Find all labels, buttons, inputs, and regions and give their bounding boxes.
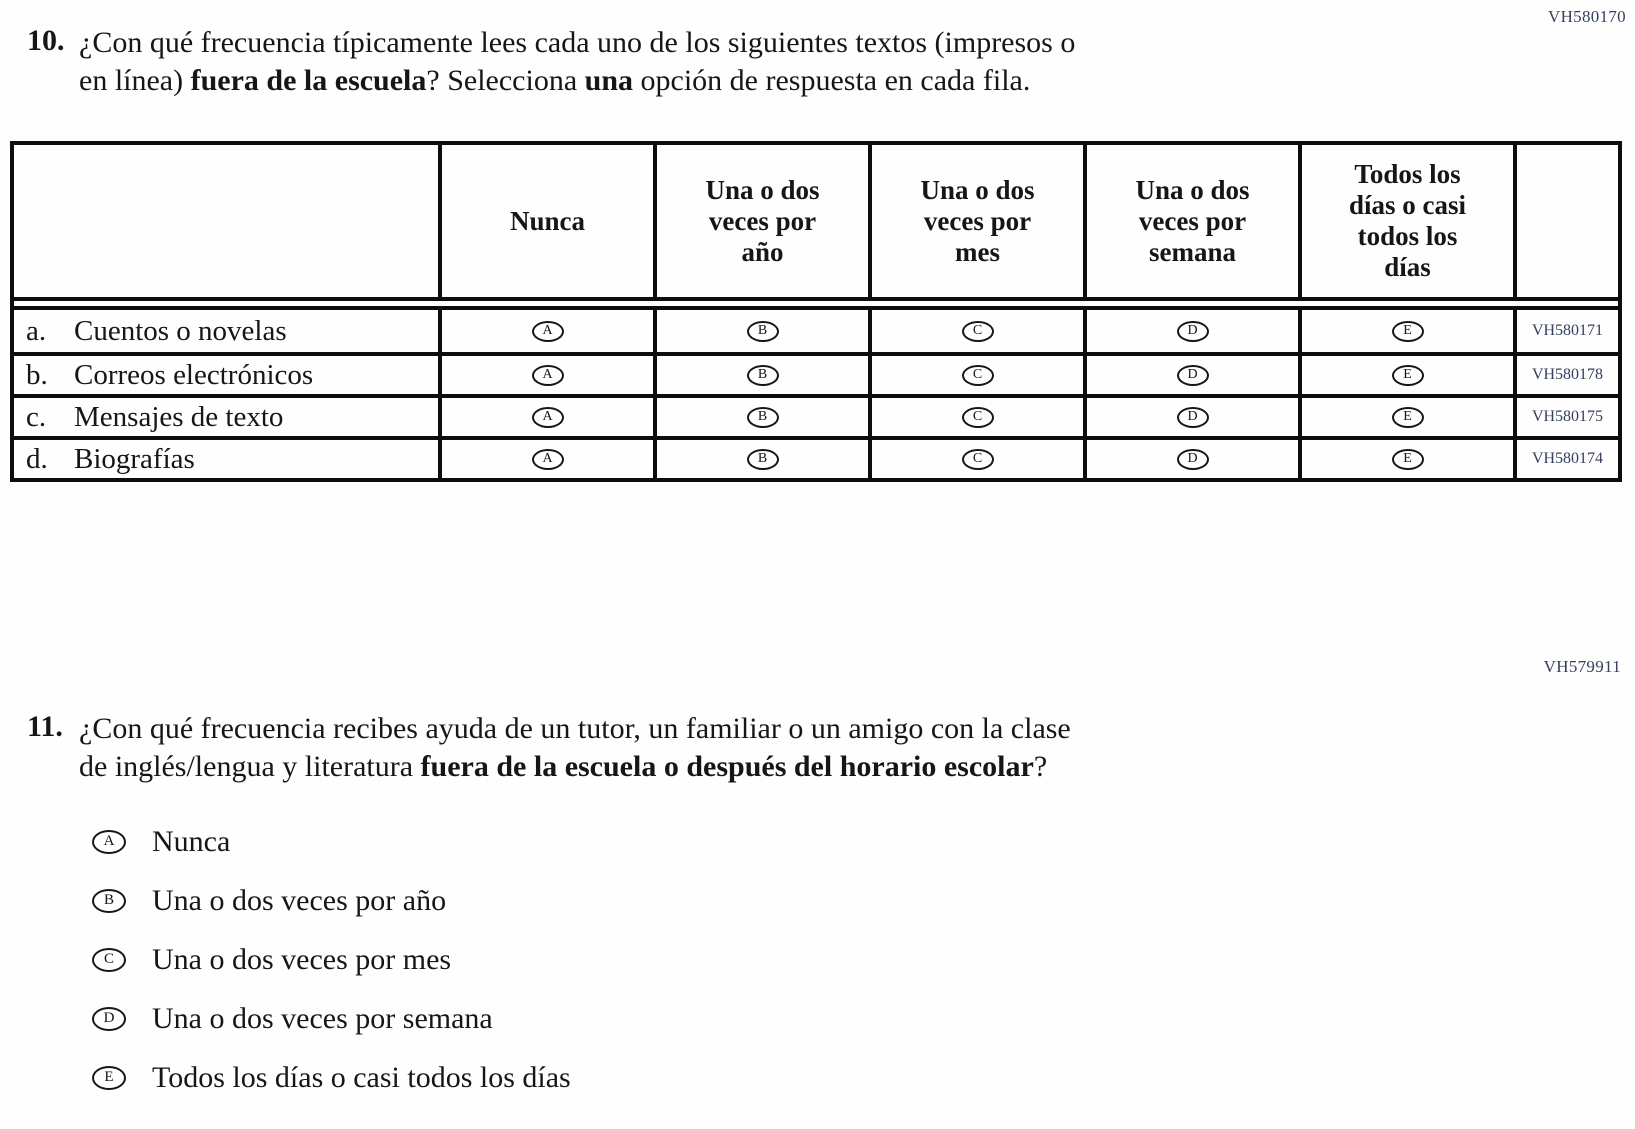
option-row-c <box>92 930 571 989</box>
option-label: Todos los días o casi todos los días <box>152 1060 571 1094</box>
q10-accession-code: VH580170 <box>1548 7 1626 26</box>
choice-cell <box>438 440 653 478</box>
choice-cell <box>1083 310 1298 352</box>
q11-accession-code: VH579911 <box>1543 657 1621 676</box>
row-label: Cuentos o novelas <box>74 314 287 347</box>
column-header-veces-por-ano: Una o dos veces por año <box>653 145 868 297</box>
row-accession-code: VH580178 <box>1513 356 1618 394</box>
q10-number: 10. <box>27 24 65 57</box>
row-label-cell <box>14 398 438 436</box>
choice-cell <box>868 356 1083 394</box>
choice-cell <box>1083 440 1298 478</box>
empty-header-cell <box>14 145 438 297</box>
choice-bubble-b[interactable]: B <box>747 321 779 342</box>
q11-option-list <box>92 812 571 1107</box>
row-letter: c. <box>26 400 47 433</box>
q11-prompt-line2: de inglés/lengua y literatura fuera de la escuela o después del horario escolar? <box>79 750 1048 783</box>
choice-bubble-d[interactable]: D <box>92 1007 126 1031</box>
choice-bubble-b[interactable]: B <box>747 449 779 470</box>
q10-question <box>27 24 1075 100</box>
choice-bubble-e[interactable]: E <box>1392 321 1424 342</box>
choice-bubble-d[interactable]: D <box>1177 407 1209 428</box>
row-label: Correos electrónicos <box>74 358 314 391</box>
option-label: Una o dos veces por mes <box>152 942 452 976</box>
table-row-b <box>14 352 1618 394</box>
choice-bubble-c[interactable]: C <box>92 948 126 972</box>
row-label: Biografías <box>74 442 195 475</box>
choice-bubble-c[interactable]: C <box>962 321 994 342</box>
choice-cell <box>1083 398 1298 436</box>
q11-question <box>27 710 1071 786</box>
header-double-rule <box>14 297 1618 310</box>
q10-prompt-line1: ¿Con qué frecuencia típicamente lees cada uno de los siguientes textos (impresos o <box>79 26 1076 59</box>
choice-bubble-a[interactable]: A <box>92 830 126 854</box>
choice-bubble-a[interactable]: A <box>532 321 564 342</box>
option-label: Una o dos veces por año <box>152 883 447 917</box>
choice-bubble-c[interactable]: C <box>962 449 994 470</box>
choice-bubble-d[interactable]: D <box>1177 365 1209 386</box>
row-label-cell <box>14 310 438 352</box>
choice-bubble-e[interactable]: E <box>1392 449 1424 470</box>
choice-cell <box>653 398 868 436</box>
option-row-b <box>92 871 571 930</box>
choice-bubble-b[interactable]: B <box>747 407 779 428</box>
choice-cell <box>868 398 1083 436</box>
column-header-veces-por-semana: Una o dos veces por semana <box>1083 145 1298 297</box>
q10-prompt <box>79 24 1075 100</box>
row-accession-code: VH580174 <box>1513 440 1618 478</box>
option-label: Una o dos veces por semana <box>152 1001 493 1035</box>
table-row-d <box>14 436 1618 478</box>
choice-cell <box>653 310 868 352</box>
row-letter: a. <box>26 314 47 347</box>
table-row-c <box>14 394 1618 436</box>
q10-response-table <box>10 141 1622 482</box>
q11-number: 11. <box>27 710 63 743</box>
column-header-veces-por-mes: Una o dos veces por mes <box>868 145 1083 297</box>
row-letter: b. <box>26 358 48 391</box>
q10-prompt-line2: en línea) fuera de la escuela? Selecciona una opción de respuesta en cada fila. <box>79 64 1031 97</box>
column-header-todos-los-dias: Todos los días o casi todos los días <box>1298 145 1513 297</box>
choice-bubble-d[interactable]: D <box>1177 449 1209 470</box>
choice-bubble-d[interactable]: D <box>1177 321 1209 342</box>
choice-cell <box>438 398 653 436</box>
choice-bubble-b[interactable]: B <box>92 889 126 913</box>
choice-cell <box>438 310 653 352</box>
code-column-header <box>1513 145 1618 297</box>
row-accession-code: VH580171 <box>1513 310 1618 352</box>
choice-cell <box>1298 356 1513 394</box>
row-accession-code: VH580175 <box>1513 398 1618 436</box>
row-letter: d. <box>26 442 48 475</box>
choice-bubble-e[interactable]: E <box>1392 365 1424 386</box>
q11-prompt-line1: ¿Con qué frecuencia recibes ayuda de un tutor, un familiar o un amigo con la clase <box>79 712 1071 745</box>
choice-cell <box>868 440 1083 478</box>
option-label: Nunca <box>152 824 231 858</box>
choice-cell <box>1298 398 1513 436</box>
option-row-a <box>92 812 571 871</box>
choice-bubble-e[interactable]: E <box>1392 407 1424 428</box>
q11-prompt <box>79 710 1071 786</box>
choice-bubble-a[interactable]: A <box>532 407 564 428</box>
option-row-d <box>92 989 571 1048</box>
table-header-row <box>14 145 1618 297</box>
choice-cell <box>1298 440 1513 478</box>
choice-cell <box>868 310 1083 352</box>
column-header-nunca: Nunca <box>438 145 653 297</box>
choice-cell <box>653 440 868 478</box>
choice-cell <box>438 356 653 394</box>
choice-bubble-c[interactable]: C <box>962 365 994 386</box>
row-label-cell <box>14 356 438 394</box>
row-label: Mensajes de texto <box>74 400 284 433</box>
option-row-e <box>92 1048 571 1107</box>
choice-bubble-a[interactable]: A <box>532 449 564 470</box>
choice-bubble-a[interactable]: A <box>532 365 564 386</box>
choice-bubble-b[interactable]: B <box>747 365 779 386</box>
choice-cell <box>653 356 868 394</box>
choice-bubble-c[interactable]: C <box>962 407 994 428</box>
choice-cell <box>1298 310 1513 352</box>
table-row-a <box>14 310 1618 352</box>
choice-bubble-e[interactable]: E <box>92 1066 126 1090</box>
choice-cell <box>1083 356 1298 394</box>
row-label-cell <box>14 440 438 478</box>
